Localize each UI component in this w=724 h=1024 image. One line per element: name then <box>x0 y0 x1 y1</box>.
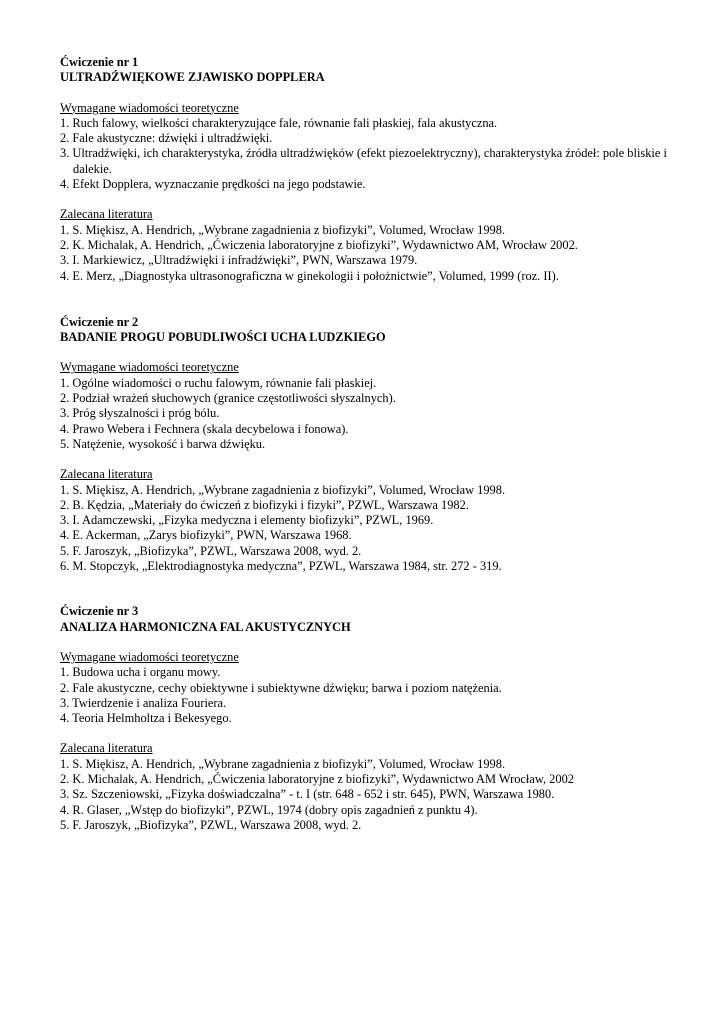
exercise-title: ANALIZA HARMONICZNA FAL AKUSTYCZNYCH <box>60 619 351 634</box>
exercise-number: Ćwiczenie nr 2 <box>60 314 139 329</box>
exercise-number: Ćwiczenie nr 1 <box>60 55 139 69</box>
literature-heading: Zalecana literatura <box>60 741 153 756</box>
list-item: 5. Natężenie, wysokość i barwa dźwięku. <box>60 436 266 451</box>
exercise-3 <box>60 604 700 833</box>
list-item: 5. F. Jaroszyk, „Biofizyka”, PZWL, Warszawa 2008, wyd. 2. <box>60 543 362 558</box>
theory-heading: Wymagane wiadomości teoretyczne <box>60 649 239 664</box>
list-item: 4. E. Ackerman, „Zarys biofizyki”, PWN, Warszawa 1968. <box>60 528 352 543</box>
list-item: 4. R. Glaser, „Wstęp do biofizyki”, PZWL, 1974 (dobry opis zagadnień z punktu 4). <box>60 802 478 817</box>
list-item: 3. Twierdzenie i analiza Fouriera. <box>60 695 227 710</box>
list-item: 2. K. Michalak, A. Hendrich, „Ćwiczenia laboratoryjne z biofizyki”, Wydawnictwo AM Wrocław, 2002 <box>60 771 574 786</box>
list-item: 1. Ruch falowy, wielkości charakteryzujące fale, równanie fali płaskiej, fala akustyczna. <box>60 115 498 130</box>
list-item: 6. M. Stopczyk, „Elektrodiagnostyka medyczna”, PZWL, Warszawa 1984, str. 272 - 319. <box>60 559 502 574</box>
list-item: 3. Ultradźwięki, ich charakterystyka, źródła ultradźwięków (efekt piezoelektryczny), charakterystyka źródeł: pole bliskie i dalekie. <box>60 146 667 176</box>
list-item: 3. Sz. Szczeniowski, „Fizyka doświadczalna” - t. I (str. 648 - 652 i str. 645), PWN, Warszawa 1980. <box>60 787 555 802</box>
theory-heading: Wymagane wiadomości teoretyczne <box>60 100 239 115</box>
exercise-title: ULTRADŹWIĘKOWE ZJAWISKO DOPPLERA <box>60 70 325 85</box>
literature-list <box>60 483 700 575</box>
list-item: 2. Fale akustyczne: dźwięki i ultradźwięki. <box>60 131 273 146</box>
list-item: 2. Fale akustyczne, cechy obiektywne i subiektywne dźwięku; barwa i poziom natężenia. <box>60 680 502 695</box>
list-item: 1. S. Miękisz, A. Hendrich, „Wybrane zagadnienia z biofizyki”, Volumed, Wrocław 1998. <box>60 222 506 237</box>
theory-list <box>60 376 700 452</box>
exercise-1 <box>60 55 700 284</box>
exercise-number: Ćwiczenie nr 3 <box>60 604 139 619</box>
list-item: 3. Próg słyszalności i próg bólu. <box>60 406 220 421</box>
literature-list <box>60 757 700 833</box>
list-item: 1. Budowa ucha i organu mowy. <box>60 665 221 680</box>
document-page <box>60 55 700 833</box>
exercise-2 <box>60 315 700 574</box>
list-item: 5. F. Jaroszyk, „Biofizyka”, PZWL, Warszawa 2008, wyd. 2. <box>60 817 362 832</box>
literature-heading: Zalecana literatura <box>60 467 153 482</box>
literature-heading: Zalecana literatura <box>60 207 153 222</box>
list-item: 4. Teoria Helmholtza i Bekesyego. <box>60 711 232 726</box>
exercise-title: BADANIE PROGU POBUDLIWOŚCI UCHA LUDZKIEGO <box>60 330 386 345</box>
literature-list <box>60 223 700 284</box>
list-item: 2. B. Kędzia, „Materiały do ćwiczeń z biofizyki i fizyki”, PZWL, Warszawa 1982. <box>60 497 469 512</box>
list-item: 3. I. Adamczewski, „Fizyka medyczna i elementy biofizyki”, PZWL, 1969. <box>60 513 434 528</box>
theory-list <box>60 116 700 192</box>
list-item: 1. S. Miękisz, A. Hendrich, „Wybrane zagadnienia z biofizyki”, Volumed, Wrocław 1998. <box>60 482 506 497</box>
list-item: 1. Ogólne wiadomości o ruchu falowym, równanie fali płaskiej. <box>60 375 377 390</box>
list-item: 2. K. Michalak, A. Hendrich, „Ćwiczenia laboratoryjne z biofizyki”, Wydawnictwo AM, Wrocław 2002. <box>60 237 578 252</box>
list-item: 4. Prawo Webera i Fechnera (skala decybelowa i fonowa). <box>60 421 349 436</box>
list-item: 4. E. Merz, „Diagnostyka ultrasonograficzna w ginekologii i położnictwie”, Volumed, 1999 (roz. II). <box>60 268 559 283</box>
list-item: 1. S. Miękisz, A. Hendrich, „Wybrane zagadnienia z biofizyki”, Volumed, Wrocław 1998. <box>60 756 506 771</box>
theory-list <box>60 665 700 726</box>
list-item: 2. Podział wrażeń słuchowych (granice częstotliwości słyszalnych). <box>60 391 396 406</box>
theory-heading: Wymagane wiadomości teoretyczne <box>60 360 239 375</box>
list-item: 4. Efekt Dopplera, wyznaczanie prędkości na jego podstawie. <box>60 177 366 192</box>
list-item: 3. I. Markiewicz, „Ultradźwięki i infradźwięki”, PWN, Warszawa 1979. <box>60 253 418 268</box>
